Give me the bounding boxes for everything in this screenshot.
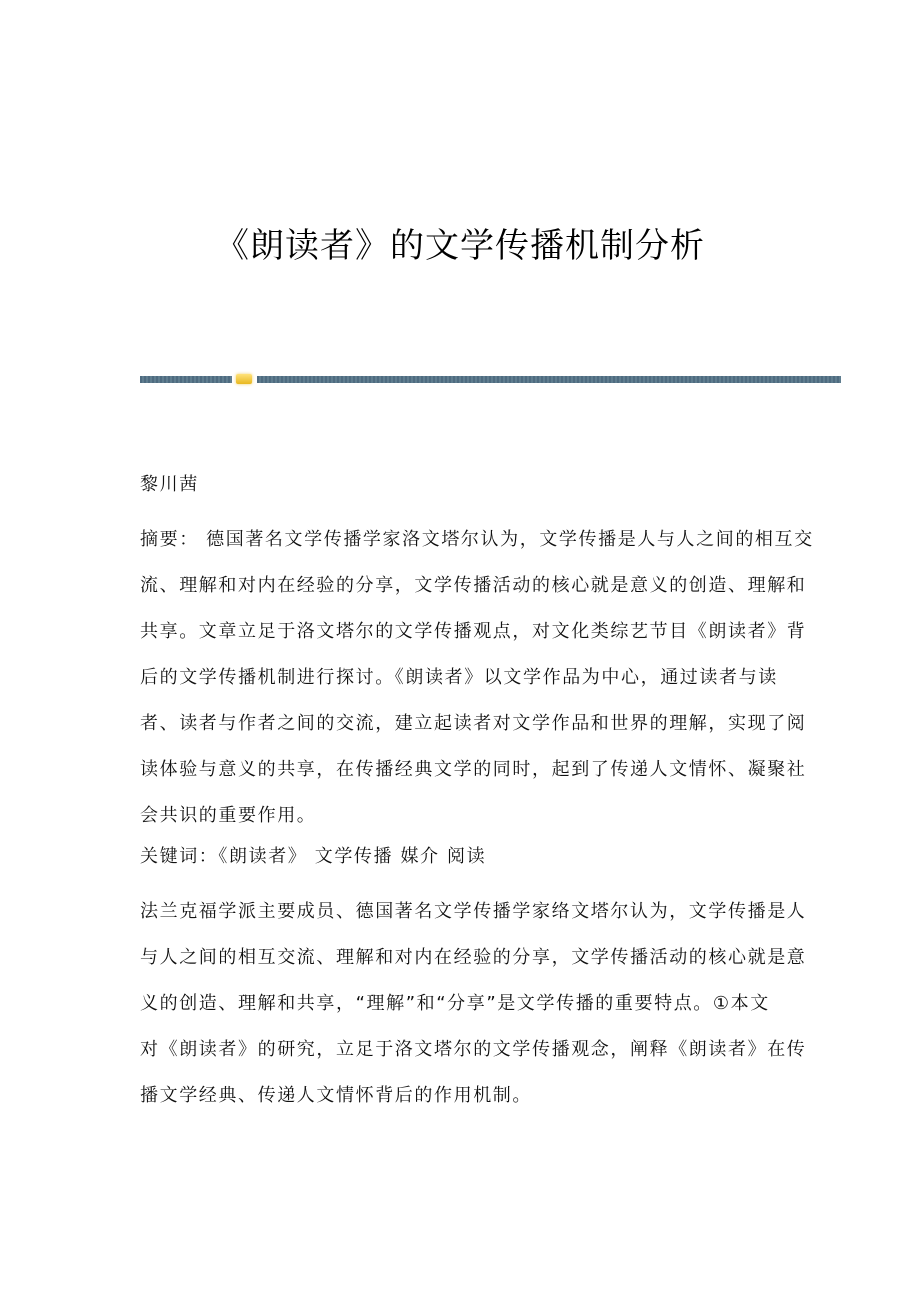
abstract-line: 共享。文章立足于洛文塔尔的文学传播观点，对文化类综艺节目《朗读者》背 [140,621,807,642]
author: 黎川茜 [140,474,199,495]
body-line: 播文学经典、传递人文情怀背后的作用机制。 [140,1085,532,1106]
abstract-line: 读体验与意义的共享，在传播经典文学的同时，起到了传递人文情怀、凝聚社 [140,759,807,780]
keywords: 关键词：《朗读者》 文学传播 媒介 阅读 [140,846,487,867]
body-line: 法兰克福学派主要成员、德国著名文学传播学家络文塔尔认为，文学传播是人 [140,901,807,922]
document-title: 《朗读者》的文学传播机制分析 [215,226,705,266]
divider-left [140,376,232,383]
abstract-line: 流、理解和对内在经验的分享，文学传播活动的核心就是意义的创造、理解和 [140,575,807,596]
abstract-line: 后的文学传播机制进行探讨。《朗读者》以文学作品为中心，通过读者与读 [140,667,778,688]
divider-right [257,376,841,383]
body-line: 对《朗读者》的研究，立足于洛文塔尔的文学传播观念，阐释《朗读者》在传 [140,1039,807,1060]
body-line: 与人之间的相互交流、理解和对内在经验的分享，文学传播活动的核心就是意 [140,947,807,968]
divider-ornament-icon [236,374,252,384]
abstract-line: 会共识的重要作用。 [140,805,317,826]
abstract-line: 者、读者与作者之间的交流，建立起读者对文学作品和世界的理解，实现了阅 [140,713,807,734]
abstract-line: 摘要： 德国著名文学传播学家洛文塔尔认为，文学传播是人与人之间的相互交 [140,529,814,550]
body-line: 义的创造、理解和共享，“理解”和“分享”是文学传播的重要特点。①本文 [140,993,770,1014]
